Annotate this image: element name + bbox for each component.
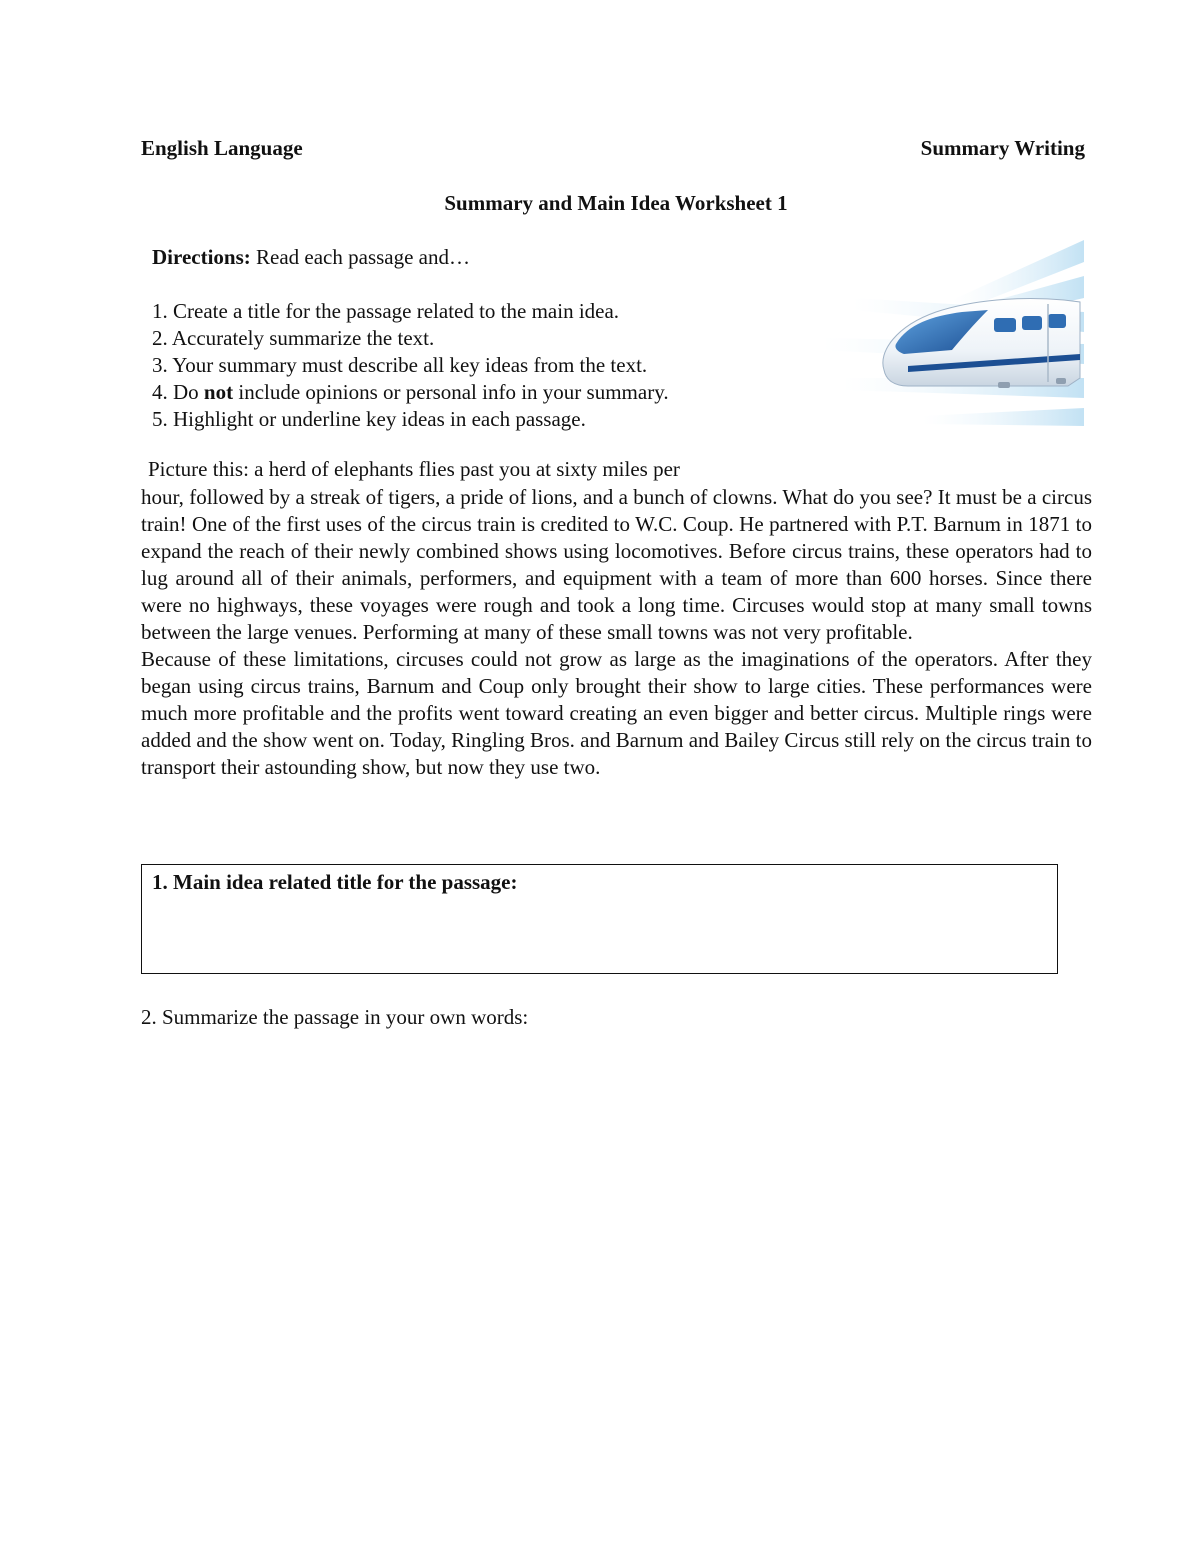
subject-header: English Language xyxy=(141,136,303,160)
direction-item xyxy=(152,352,669,379)
passage-paragraph: hour, followed by a streak of tigers, a pride of lions, and a bunch of clowns. What do you see? It must be a circus train! One of the first uses of the circus train is credited to W.C. Coup. He partnered with P.T. Barnum in 1871 to expand the reach of their newly combined shows using locomotives. Before circus trains, these operators had to lug around all of their animals, performers, and equipment with a team of more than 600 horses. Since there were no highways, these voyages were rough and took a long time. Circuses would stop at many small towns between the large venues. Performing at many of these small towns was not very profitable. xyxy=(141,485,1092,644)
directions-label: Directions: xyxy=(152,245,251,269)
direction-item xyxy=(152,406,669,433)
direction-number: 5. xyxy=(152,407,173,431)
summary-prompt: 2. Summarize the passage in your own words: xyxy=(141,1005,529,1029)
directions-list xyxy=(152,298,669,433)
direction-text: Accurately summarize the text. xyxy=(171,326,435,350)
direction-text: Highlight or underline key ideas in each passage. xyxy=(173,407,586,431)
direction-number: 2. xyxy=(152,326,172,350)
direction-item xyxy=(152,298,669,325)
direction-number: 1. xyxy=(152,299,173,323)
direction-text: Your summary must describe all key ideas from the text. xyxy=(172,353,648,377)
direction-text-post: include opinions or personal info in your summary. xyxy=(233,380,669,404)
directions-line xyxy=(152,244,470,271)
worksheet-title: Summary and Main Idea Worksheet 1 xyxy=(444,191,788,215)
passage-intro: Picture this: a herd of elephants flies past you at sixty miles per xyxy=(148,457,680,481)
direction-text-pre: Do xyxy=(173,380,204,404)
direction-item xyxy=(152,325,669,352)
direction-text: Create a title for the passage related to the main idea. xyxy=(173,299,620,323)
direction-number: 4. xyxy=(152,380,173,404)
title-answer-box[interactable] xyxy=(141,864,1058,974)
train-illustration xyxy=(812,240,1084,426)
passage-paragraph: Because of these limitations, circuses could not grow as large as the imaginations of the operators. After they began using circus trains, Barnum and Coup only brought their show to large cities. These performances were much more profitable and the profits went toward creating an even bigger and better circus. Multiple rings were added and the show went on. Today, Ringling Bros. and Barnum and Bailey Circus still rely on the circus train to transport their astounding show, but now they use two. xyxy=(141,647,1092,779)
directions-text: Read each passage and… xyxy=(250,245,471,269)
topic-header: Summary Writing xyxy=(920,136,1085,160)
passage-body xyxy=(141,484,1092,781)
direction-number: 3. xyxy=(152,353,173,377)
direction-emphasis: not xyxy=(203,380,234,404)
title-answer-label: 1. Main idea related title for the passage: xyxy=(152,870,518,894)
direction-item xyxy=(152,379,669,406)
